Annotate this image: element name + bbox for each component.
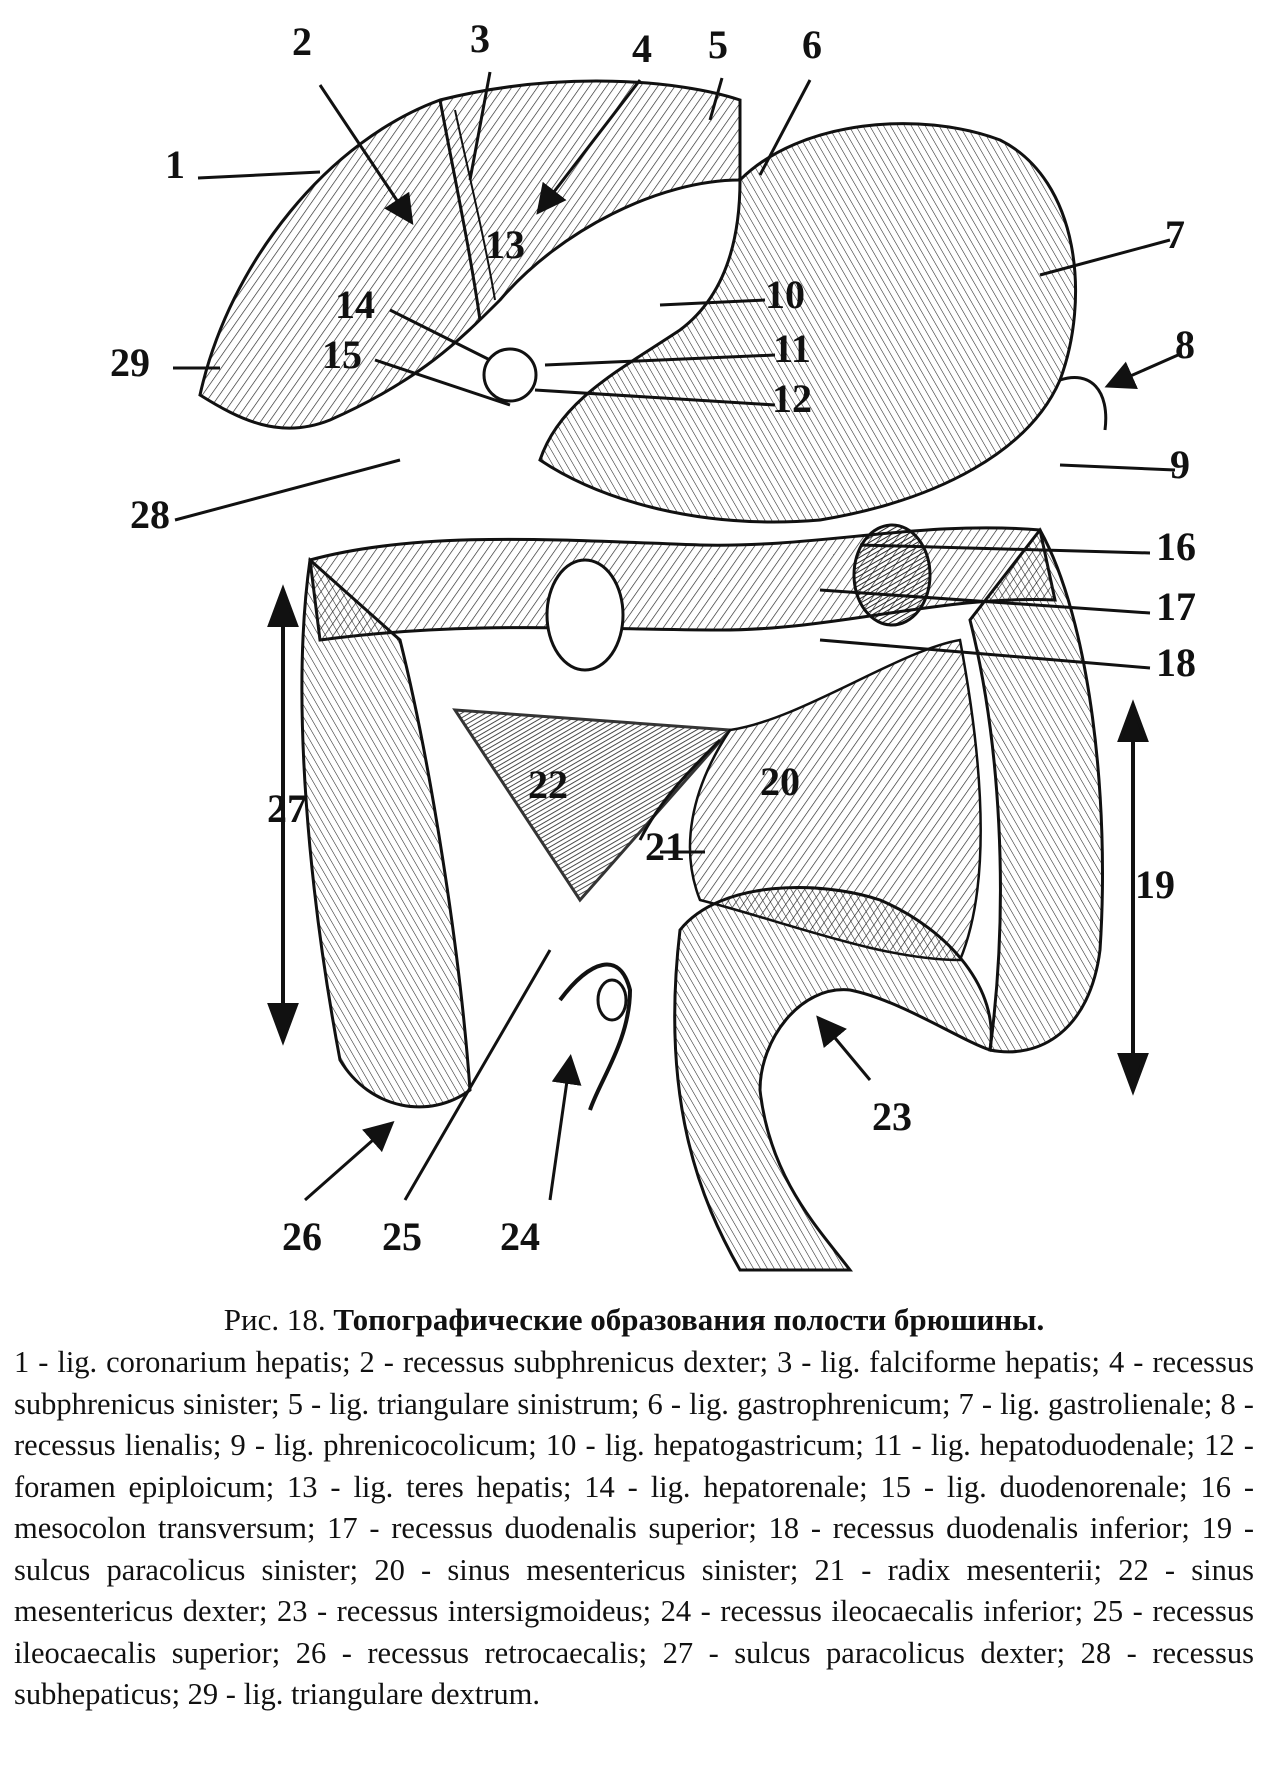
figure-label-5: 5 (708, 22, 728, 67)
legend-item: 18 - recessus duodenalis inferior; (768, 1511, 1202, 1545)
legend-number: 29 (187, 1677, 219, 1711)
legend-item: 5 - lig. triangulare sinistrum; (287, 1386, 648, 1421)
legend-text (14, 1342, 1254, 1716)
legend-item: 22 - sinus mesentericus dexter; (14, 1552, 1254, 1628)
figure-label-17: 17 (1156, 584, 1196, 629)
figure-label-13: 13 (485, 222, 525, 267)
figure-label-15: 15 (322, 332, 362, 377)
figure-label-6: 6 (802, 22, 822, 67)
legend-term: lig. duodenorenale (946, 1469, 1180, 1504)
figure-label-16: 16 (1156, 524, 1196, 569)
legend-item: 19 - sulcus paracolicus sinister; (14, 1511, 1254, 1587)
legend-item: 12 - foramen epiploicum; (14, 1428, 1254, 1504)
legend-number: 18 (768, 1511, 800, 1545)
figure-label-2: 2 (292, 19, 312, 64)
figure-label-19: 19 (1135, 862, 1175, 907)
legend-term: lig. teres hepatis (353, 1469, 563, 1504)
legend-item: 7 - lig. gastrolienale; (958, 1386, 1221, 1421)
legend-number: 25 (1092, 1594, 1124, 1628)
legend-item: 23 - recessus intersigmoideus; (276, 1594, 661, 1628)
legend-number: 20 (374, 1552, 405, 1587)
legend-item: 15 - lig. duodenorenale; (880, 1469, 1201, 1504)
figure-label-26: 26 (282, 1214, 322, 1259)
legend-item: 29 - lig. triangulare dextrum. (187, 1677, 541, 1711)
legend-number: 26 (295, 1635, 327, 1670)
figure-label-23: 23 (872, 1094, 912, 1139)
legend-term: lig. gastrolienale (1000, 1386, 1204, 1421)
legend-number: 6 (647, 1386, 663, 1421)
legend-number: 10 (545, 1428, 577, 1462)
legend-item: 27 - sulcus paracolicus dexter; (662, 1635, 1081, 1670)
legend-term: radix mesenterii (887, 1552, 1094, 1587)
legend-item: 25 - recessus ileocaecalis superior; (14, 1594, 1254, 1670)
figure-label-8: 8 (1175, 322, 1195, 367)
legend-term: sinus mesentericus dexter (14, 1552, 1254, 1628)
figure-label-24: 24 (500, 1214, 540, 1259)
legend-item: 4 - recessus subphrenicus sinister; (14, 1345, 1254, 1421)
legend-term: recessus duodenalis inferior (832, 1511, 1182, 1545)
caption-title: Топографические образования полости брюшины. (333, 1302, 1045, 1337)
legend-number: 24 (660, 1594, 692, 1628)
foramen-epiploicum-shape (484, 349, 536, 401)
legend-number: 8 (1220, 1386, 1236, 1421)
legend-number: 14 (584, 1469, 615, 1504)
caption-prefix: Рис. 18. (223, 1302, 326, 1337)
legend-number: 12 (1204, 1428, 1235, 1462)
legend-term: lig. triangulare dextrum (243, 1677, 533, 1711)
legend-term: recessus subphrenicus dexter (402, 1345, 760, 1379)
legend-item: 10 - lig. hepatogastricum; (545, 1428, 874, 1462)
legend-term: lig. coronarium hepatis (57, 1345, 343, 1379)
figure-label-28: 28 (130, 492, 170, 537)
legend-item: 2 - recessus subphrenicus dexter; (359, 1345, 778, 1379)
figure-label-21: 21 (645, 824, 685, 869)
legend-term: recessus duodenalis superior (391, 1511, 749, 1545)
figure-caption (14, 1300, 1254, 1340)
legend-number: 11 (873, 1428, 903, 1462)
legend-number: 22 (1118, 1552, 1149, 1587)
legend-number: 21 (814, 1552, 846, 1587)
legend-item: 14 - lig. hepatorenale; (584, 1469, 881, 1504)
figure-label-7: 7 (1165, 212, 1185, 257)
legend-item: 28 - recessus subhepaticus; (14, 1635, 1254, 1711)
legend-number: 7 (958, 1386, 974, 1421)
figure-label-1: 1 (165, 142, 185, 187)
legend-item: 3 - lig. falciforme hepatis; (777, 1345, 1109, 1379)
legend-term: recessus subphrenicus sinister (14, 1345, 1254, 1421)
legend-term: lig. falciforme hepatis (820, 1345, 1092, 1379)
legend-term: lig. gastrophrenicum (689, 1386, 942, 1421)
legend-number: 1 (14, 1345, 30, 1379)
legend-number: 17 (327, 1511, 358, 1545)
figure-label-25: 25 (382, 1214, 422, 1259)
legend-term: recessus retrocaecalis (367, 1635, 639, 1670)
figure-label-20: 20 (760, 759, 800, 804)
legend-term: sulcus paracolicus sinister (14, 1552, 350, 1587)
legend-number: 19 (1201, 1511, 1233, 1545)
figure-label-29: 29 (110, 340, 150, 385)
legend-term: recessus lienalis (14, 1428, 213, 1462)
ascending-colon-drawing (302, 560, 470, 1107)
sigmoid-drawing (560, 888, 991, 1270)
legend-number: 2 (359, 1345, 375, 1379)
legend-term: lig. hepatorenale (650, 1469, 860, 1504)
legend-number: 3 (777, 1345, 793, 1379)
figure-label-9: 9 (1170, 442, 1190, 487)
legend-item: 11 - lig. hepatoduodenale; (873, 1428, 1205, 1462)
legend-term: recessus subhepaticus (14, 1635, 1254, 1711)
legend-number: 13 (287, 1469, 318, 1504)
legend-term: lig. phrenicocolicum (274, 1428, 529, 1462)
legend-number: 16 (1200, 1469, 1231, 1504)
figure-label-3: 3 (470, 16, 490, 61)
legend-item: 24 - recessus ileocaecalis inferior; (660, 1594, 1093, 1628)
legend-number: 5 (287, 1386, 303, 1421)
legend-number: 4 (1109, 1345, 1125, 1379)
legend-number: 23 (276, 1594, 308, 1628)
legend-item: 21 - radix mesenterii; (814, 1552, 1119, 1587)
legend-term: lig. triangulare sinistrum (329, 1386, 631, 1421)
legend-term: foramen epiploicum (14, 1469, 266, 1504)
legend-term: sinus mesentericus sinister (447, 1552, 790, 1587)
legend-number: 15 (880, 1469, 912, 1504)
legend-number: 27 (662, 1635, 694, 1670)
legend-item: 6 - lig. gastrophrenicum; (647, 1386, 959, 1421)
legend-term: lig. hepatogastricum (604, 1428, 856, 1462)
figure-label-18: 18 (1156, 640, 1196, 685)
legend-number: 28 (1080, 1635, 1112, 1670)
figure-label-22: 22 (528, 762, 568, 807)
legend-term: recessus ileocaecalis inferior (720, 1594, 1075, 1628)
figure-label-27: 27 (267, 786, 307, 831)
legend-item: 9 - lig. phrenicocolicum; (230, 1428, 546, 1462)
legend-item: 26 - recessus retrocaecalis; (295, 1635, 663, 1670)
legend-item: 17 - recessus duodenalis superior; (327, 1511, 769, 1545)
legend-item: 20 - sinus mesentericus sinister; (374, 1552, 815, 1587)
figure-label-4: 4 (632, 26, 652, 71)
figure-label-11: 11 (773, 326, 811, 371)
legend-item: 1 - lig. coronarium hepatis; (14, 1345, 360, 1379)
legend-term: mesocolon transversum (14, 1511, 307, 1545)
figure-label-10: 10 (765, 272, 805, 317)
figure-label-14: 14 (335, 282, 375, 327)
figure-label-12: 12 (772, 376, 812, 421)
legend-number: 9 (230, 1428, 246, 1462)
legend-term: lig. hepatoduodenale (930, 1428, 1187, 1462)
legend-item: 16 - mesocolon transversum; (14, 1469, 1254, 1545)
legend-item: 8 - recessus lienalis; (14, 1386, 1254, 1462)
legend-term: recessus ileocaecalis superior (14, 1594, 1254, 1670)
legend-term: sulcus paracolicus dexter (734, 1635, 1057, 1670)
legend-item: 13 - lig. teres hepatis; (287, 1469, 585, 1504)
legend-term: recessus intersigmoideus (336, 1594, 643, 1628)
caption-block (14, 1300, 1254, 1716)
